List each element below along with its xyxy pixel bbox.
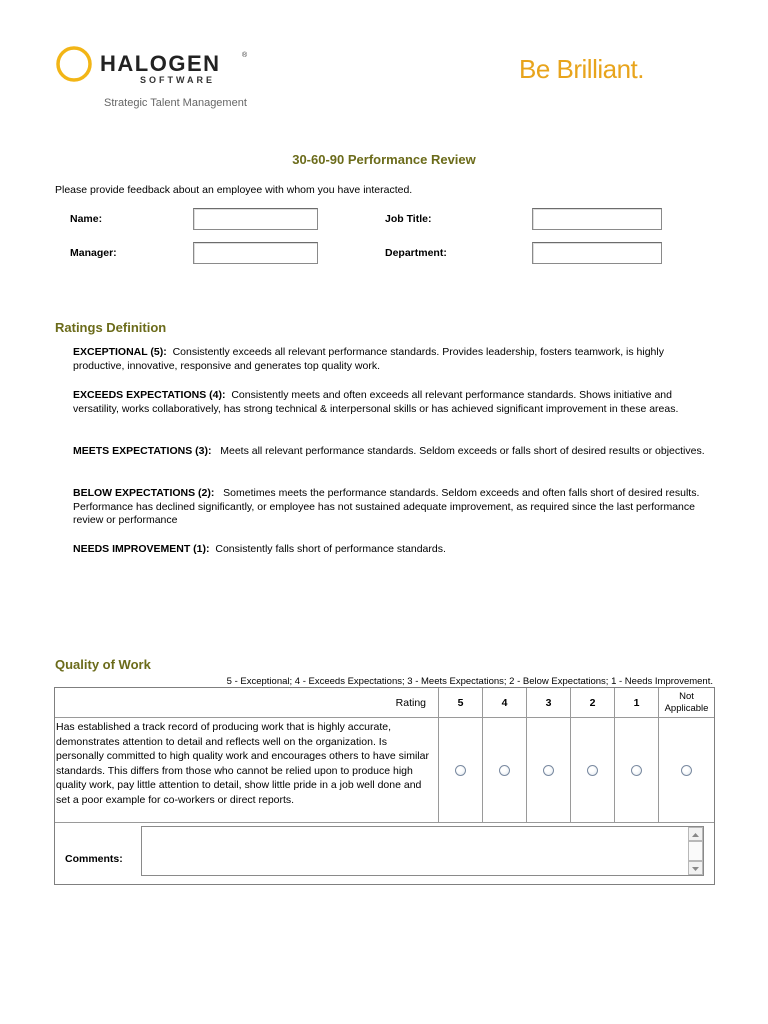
rating-cell-1 (615, 718, 659, 823)
intro-text: Please provide feedback about an employee with whom you have interacted. (55, 184, 413, 196)
column-header-5 (439, 688, 483, 718)
column-header-3 (527, 688, 571, 718)
column-header-4 (483, 688, 527, 718)
rating-cell-5 (439, 718, 483, 823)
comments-label: Comments: (65, 853, 123, 865)
scrollbar-thumb[interactable] (688, 841, 703, 861)
quality-rating-table (54, 687, 715, 885)
rating-header-label: Rating (395, 696, 426, 709)
rating-label: EXCEEDS EXPECTATIONS (4): (73, 389, 226, 401)
logo-tagline: Strategic Talent Management (104, 97, 247, 109)
rating-definition (73, 346, 713, 373)
name-label: Name: (70, 213, 103, 225)
manager-label: Manager: (70, 247, 117, 259)
page-title: 30-60-90 Performance Review (292, 152, 476, 167)
job-title-label: Job Title: (385, 213, 432, 225)
column-header-label: 3 (545, 696, 552, 709)
rating-text: Consistently falls short of performance standards. (215, 543, 446, 555)
rating-text: Meets all relevant performance standards. Seldom exceeds or falls short of desired results or objectives. (220, 445, 705, 457)
halogen-logo (54, 44, 254, 114)
quality-description (55, 718, 439, 823)
na-label-line1: Not (679, 690, 694, 702)
rating-cell-na (659, 718, 714, 823)
rating-text: Sometimes meets the performance standards. Seldom exceeds and often falls short of desired results. Performance has declined significantly, or employee has not sustained adequate improvement, as required since the last performance review or performance (73, 487, 700, 526)
column-header-label: 5 (457, 696, 464, 709)
logo-subtext: SOFTWARE (140, 75, 215, 85)
rating-cell-3 (527, 718, 571, 823)
rating-label: EXCEPTIONAL (5): (73, 346, 167, 358)
rating-header (55, 688, 439, 718)
name-field[interactable] (193, 208, 318, 230)
rating-label: BELOW EXPECTATIONS (2): (73, 487, 215, 499)
comments-textarea[interactable] (141, 826, 704, 876)
radio-rating-3[interactable] (543, 765, 554, 776)
column-header-1 (615, 688, 659, 718)
department-field[interactable] (532, 242, 662, 264)
column-header-label: 2 (589, 696, 596, 709)
rating-label: NEEDS IMPROVEMENT (1): (73, 543, 210, 555)
na-label-line2: Applicable (664, 702, 709, 714)
scroll-up-arrow-icon[interactable] (688, 827, 703, 841)
quality-description-text: Has established a track record of producing work that is highly accurate, demonstrates attention to detail and reflects well on the organization. Is personally committed to high quality work and encourages others to have similar standards. This differs from those who cannot be relied upon to produce high quality work, pay little attention to detail, show little pride in a job well done and set a poor example for co-workers or direct reports. (56, 721, 429, 806)
rating-text: Consistently meets and often exceeds all relevant performance standards. Shows initiative and versatility, works collaboratively, has strong technical & interpersonal skills or has achieved significant improvement in these areas. (73, 389, 679, 415)
radio-rating-5[interactable] (455, 765, 466, 776)
rating-cell-4 (483, 718, 527, 823)
brand-slogan: Be Brilliant. (519, 54, 644, 84)
radio-rating-4[interactable] (499, 765, 510, 776)
column-header-not-applicable (659, 688, 714, 718)
rating-cell-2 (571, 718, 615, 823)
radio-rating-2[interactable] (587, 765, 598, 776)
logo-wordmark: HALOGEN (100, 51, 221, 76)
scroll-down-arrow-icon[interactable] (688, 861, 703, 875)
radio-rating-na[interactable] (681, 765, 692, 776)
job-title-field[interactable] (532, 208, 662, 230)
ratings-heading: Ratings Definition (55, 320, 167, 335)
rating-definition (73, 543, 713, 557)
halogen-ring-icon (54, 44, 98, 88)
department-label: Department: (385, 247, 447, 259)
rating-scale-legend: 5 - Exceptional; 4 - Exceeds Expectations; 3 - Meets Expectations; 2 - Below Expectations; 1 - Needs Improvement. (226, 676, 713, 687)
rating-definition (73, 487, 713, 528)
quality-heading: Quality of Work (55, 657, 151, 672)
logo-registered-mark: ® (242, 52, 248, 59)
rating-definition (73, 389, 713, 416)
manager-field[interactable] (193, 242, 318, 264)
column-header-label: 1 (633, 696, 640, 709)
rating-definition (73, 445, 713, 459)
column-header-2 (571, 688, 615, 718)
rating-label: MEETS EXPECTATIONS (3): (73, 445, 212, 457)
rating-text: Consistently exceeds all relevant performance standards. Provides leadership, fosters teamwork, is highly productive, innovative, responsive and generates top quality work. (73, 346, 664, 372)
radio-rating-1[interactable] (631, 765, 642, 776)
column-header-label: 4 (501, 696, 508, 709)
